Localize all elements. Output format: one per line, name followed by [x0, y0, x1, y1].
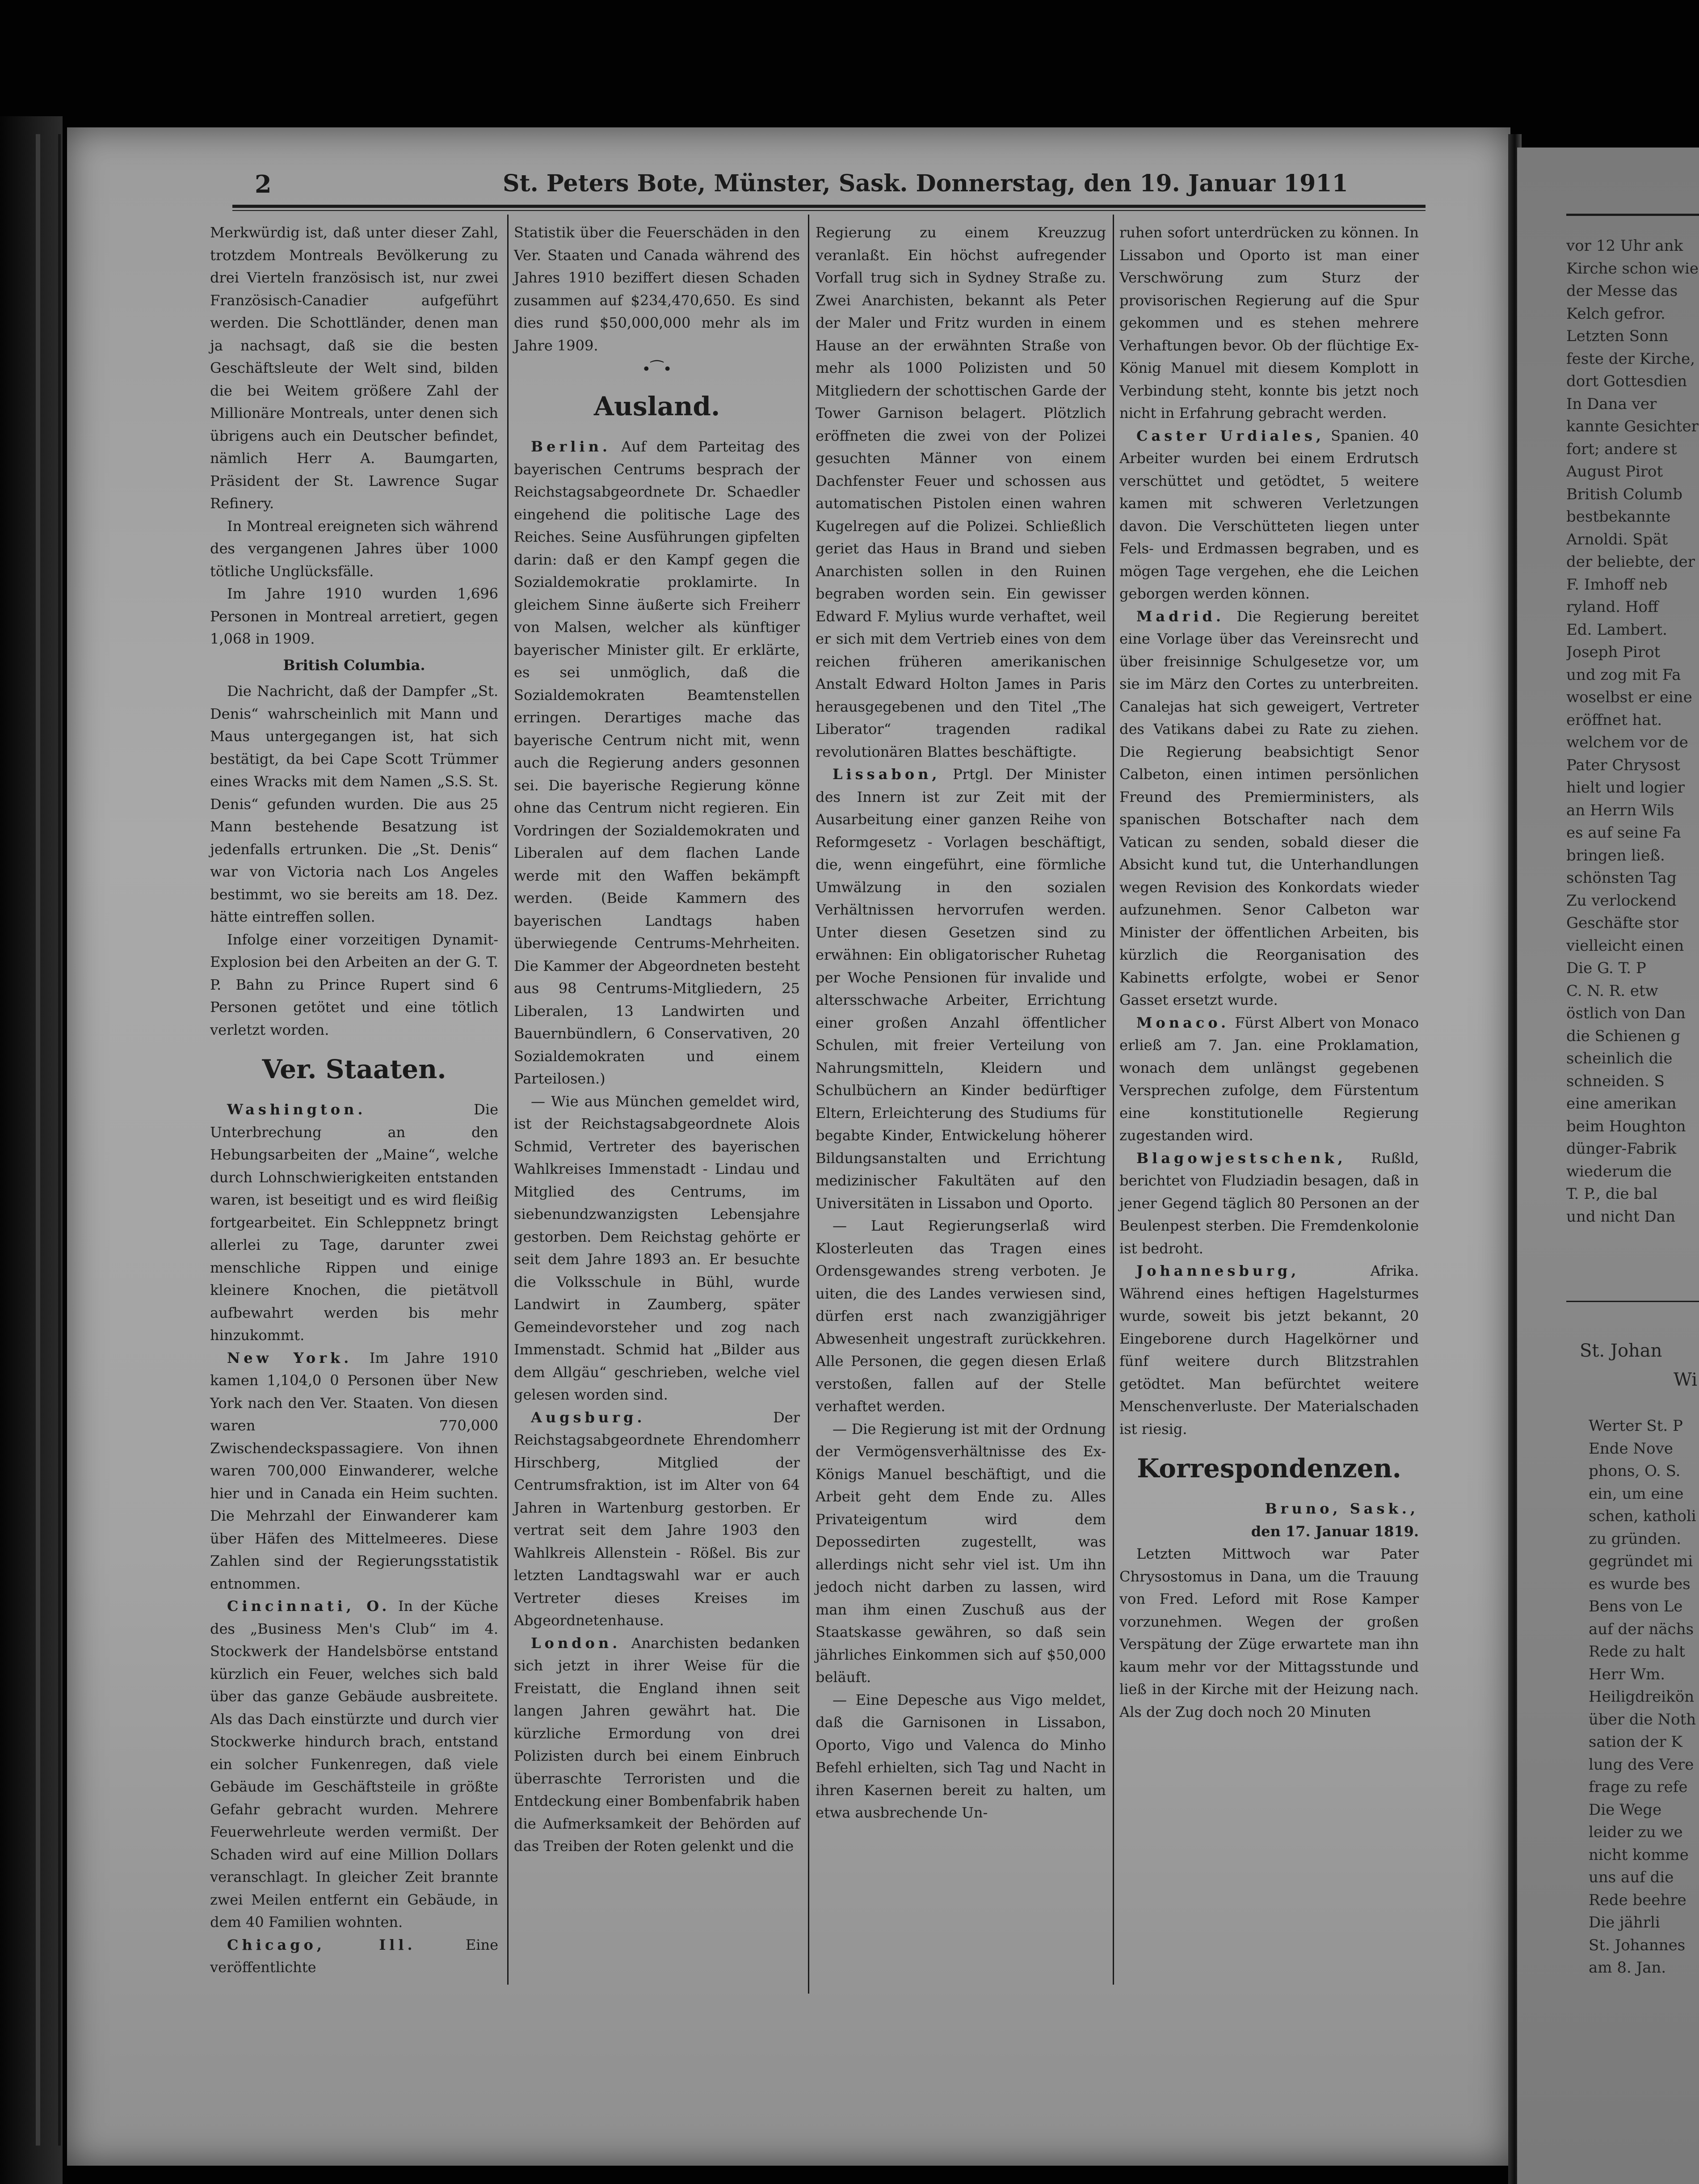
facing-page-a-line: F. Imhoff neb — [1566, 575, 1668, 594]
facing-page-a-line: und zog mit Fa — [1566, 666, 1681, 684]
masthead-title: St. Peters Bote, Münster, Sask. Donnerstag, den 19. Januar 1911 — [503, 170, 1348, 197]
facing-page-a-line: an Herrn Wils — [1566, 801, 1674, 819]
facing-page-a-line: Zu verlockend — [1566, 891, 1677, 910]
facing-page-a-line: Geschäfte stor — [1566, 914, 1678, 932]
facing-page-a-line: Joseph Pirot — [1566, 643, 1661, 661]
facing-page-a-line: British Columb — [1566, 485, 1683, 503]
dateline-cincinnati: Cincinnati, O. — [227, 1598, 391, 1615]
facing-page-b-line: Die jährli — [1589, 1914, 1660, 1931]
facing-page-a-line: der beliebte, der — [1566, 553, 1695, 571]
dateline-caster-urdiales: Caster Urdiales, — [1136, 427, 1325, 444]
section-heading-ausland: Ausland. — [593, 391, 720, 422]
facing-page-a-line: Pater Chrysost — [1566, 756, 1680, 774]
facing-page-b-line: Die Wege — [1589, 1800, 1662, 1819]
facing-page-a-line: welchem vor de — [1566, 734, 1688, 751]
dateline-madrid: Madrid. — [1136, 607, 1225, 625]
article-berlin — [514, 435, 800, 1090]
article-bruno: Letzten Mittwoch war Pater Chrysostomus in Dana, um die Trauung von Fred. Leford mit Rose Kamper vorzunehmen. Wegen der großen Verspätung der Züge erwartete man ihn kaum mehr vor der Mittagsstunde und ließ in der Kirche mit der Heizung nach. Als der Zug doch noch 20 Minuten — [1119, 1545, 1419, 1720]
facing-page-lines-a — [1566, 235, 1699, 1228]
facing-page-a-line: woselbst er eine — [1566, 688, 1692, 706]
dateline-augsburg: Augsburg. — [531, 1408, 646, 1426]
article-johannesburg-text: Afrika. Während eines heftigen Hagelsturmes wurde, soweit bis jetzt bekannt, 20 Eingeborene durch Hagelkörner und fünf weitere durch Blitzstrahlen getödtet. Man befürchtet weitere Menschenverluste. Der Materialschaden ist riesig. — [1119, 1262, 1419, 1438]
column-3 — [816, 221, 1106, 1824]
dateline-berlin: Berlin. — [531, 438, 611, 455]
facing-page-b-line: sation der K — [1589, 1733, 1682, 1751]
article-cincinnati — [210, 1595, 498, 1934]
facing-page-b-line: uns auf die — [1589, 1868, 1674, 1886]
facing-page-a-line: der Messe das — [1566, 282, 1678, 300]
article-caster-urdiales-text: Spanien. 40 Arbeiter wurden bei einem Erdrutsch verschüttet und getödtet, 5 weitere kamen mit schweren Verletzungen davon. Die Verschütteten liegen unter Fels- und Erdmassen begraben, und es mögen Tage vergehen, ehe die Leichen geborgen werden können. — [1119, 427, 1419, 602]
binding-edge — [36, 134, 61, 2146]
facing-page-a-line: Ed. Lambert. — [1566, 620, 1667, 639]
page-number: 2 — [255, 170, 272, 198]
article-chicago — [210, 1934, 498, 1979]
article-london — [514, 1632, 800, 1858]
facing-page-a-line: eröffnet hat. — [1566, 711, 1662, 729]
article-london-text: Anarchisten bedanken sich jetzt in ihrer Weise für die Freistatt, die England ihnen seit langen Jahren gewährt hat. Die kürzliche Ermordung von drei Polizisten durch bei einem Einbruch überraschte Terroristen und die Entdeckung einer Bombenfabrik haben die Aufmerksamkeit der Behörden auf das Treiben der Roten gelenkt und die — [514, 1634, 800, 1855]
facing-page-lines-b — [1589, 1415, 1699, 1979]
article-new-york-text: Im Jahre 1910 kamen 1,104,0 0 Personen über New York nach den Ver. Staaten. Von diesen waren 770,000 Zwischendeckspassagiere. Von ihnen waren 700,000 Einwanderer, welche hier und in Canada ein Heim suchten. Die Mehrzahl der Einwanderer kam über Häfen des Mittelmeeres. Diese Zahlen sind der Regierungsstatistik entnommen. — [210, 1349, 498, 1592]
article-cincinnati-text: In der Küche des „Business Men's Club“ im 4. Stockwerk der Handelsbörse entstand kürzlich ein Feuer, welches sich bald über das ganze Gebäude ausbreitete. Als das Dach einstürzte und durch vier Stockwerke hindurch brach, entstand ein solcher Funkenregen, daß viele Gebäude im Geschäftsteile in größte Gefahr gebracht wurden. Mehrere Feuerwehrleute werden vermißt. Der Schaden wird auf eine Million Dollars veranschlagt. In gleicher Zeit brannte zwei Meilen entfernt ein Gebäude, in dem 40 Familien wohnten. — [210, 1598, 499, 1931]
article-berlin-text: Auf dem Parteitag des bayerischen Centrums besprach der Reichstagsabgeordnete Dr. Schaedler eingehend die politische Lage des Reiches. Seine Ausführungen gipfelten darin: daß er den Kampf gegen die Sozialdemokratie proklamirte. In gleichem Sinne äußerte sich Freiherr von Malsen, welcher als künftiger bayerischer Minister gilt. Er erklärte, es sei unmöglich, daß die Sozialdemokraten Beamtenstellen erringen. Derartiges mache das bayerische Centrum nicht mit, wenn auch die Regierung anders gesonnen sei. Die bayerische Regierung könne ohne das Centrum nicht regieren. Ein Vordringen der Sozialdemokraten und Liberalen auf dem flachen Lande werde mit den Waffen bekämpft werden. (Beide Kammern des bayerischen Landtags haben überwiegende Centrums-Mehrheiten. Die Kammer der Abgeordneten besteht aus 98 Centrums-Mitgliedern, 25 Liberalen, 13 Landwirten und Bauernbündlern, 6 Conservativen, 20 Sozialdemokraten und einem Parteilosen.) — [514, 438, 800, 1087]
facing-page-b-line: leider zu we — [1589, 1823, 1683, 1841]
section-heading-ver-staaten: Ver. Staaten. — [262, 1054, 446, 1084]
facing-page-b-line: St. Johannes — [1589, 1936, 1686, 1954]
column-4 — [1119, 221, 1419, 1723]
article-vigo-continued: ruhen sofort unterdrücken zu können. In Lissabon und Oporto ist man einer Verschwörung zum Sturz der provisorischen Regierung auf die Spur gekommen und es stehen mehrere Verhaftungen bevor. Ob der flüchtige Ex-König Manuel mit diesem Komplott in Verbindung steht, konnte bis jetzt noch nicht in Erfahrung gebracht werden. — [1119, 224, 1419, 422]
dateline-new-york: New York. — [227, 1349, 353, 1366]
column-rule-3 — [1113, 215, 1114, 1985]
facing-page-a-line: Letzten Sonn — [1566, 327, 1669, 345]
facing-page-a-line: ryland. Hoff — [1566, 598, 1659, 616]
facing-page-a-line: hielt und logier — [1566, 779, 1685, 797]
facing-page-a-line: Kelch gefror. — [1566, 304, 1665, 323]
column-1 — [210, 221, 498, 1979]
article-augsburg-text: Der Reichstagsabgeordnete Ehrendomherr Hirschberg, Mitglied der Centrumsfraktion, ist im Alter von 64 Jahren in Wartenburg gestorben. Er vertrat seit dem Jahre 1903 den Wahlkreis Allenstein - Rößel. Bis zur letzten Landtagswahl war er auch Vertreter dieses Kreises im Abgeordnetenhause. — [514, 1408, 800, 1629]
section-heading-korrespondenzen: Korrespondenzen. — [1137, 1453, 1401, 1484]
facing-page-a-line: vielleicht einen — [1566, 936, 1684, 955]
facing-page-a-line: bestbekannte — [1566, 508, 1671, 526]
facing-page-a-line: T. P., die bal — [1566, 1185, 1658, 1203]
article-madrid — [1119, 605, 1419, 1012]
dateline-washington: Washington. — [227, 1101, 366, 1118]
dateline-lissabon: Lissabon, — [833, 766, 941, 783]
article-new-york — [210, 1347, 498, 1595]
article-montreal-arrests: Im Jahre 1910 wurden 1,696 Personen in Montreal arretiert, gegen 1,068 in 1909. — [210, 585, 498, 647]
article-washington-text: Die Unterbrechung an den Hebungsarbeiten der „Maine“, welche durch Lohnschwierigkeiten entstanden waren, ist beseitigt und es wird fleißig fortgearbeitet. Ein Schleppnetz bringt allerlei zu Tage, darunter zwei menschliche Rippen und einige kleinere Knochen, die pietätvoll aufbewahrt werden bis mehr hinzukommt. — [210, 1101, 498, 1344]
facing-page-b-line: Heiligdreikön — [1589, 1688, 1695, 1706]
article-washington — [210, 1098, 498, 1347]
article-st-denis: Die Nachricht, daß der Dampfer „St. Denis“ wahrscheinlich mit Mann und Maus untergegangen ist, hat sich bestätigt, da bei Cape Scott Trümmer eines Wracks mit dem Namen „S.S. St. Denis“ gefunden wurden. Die aus 25 Mann bestehende Besatzung ist jedenfalls ertrunken. Die „St. Denis“ war von Victoria nach Los Angeles bestimmt, wo sie bereits am 18. Dez. hätte eintreffen sollen. — [210, 683, 498, 925]
article-blagowjestschenk — [1119, 1147, 1419, 1260]
facing-page-a-line: August Pirot — [1566, 463, 1663, 481]
facing-page-a-line: schönsten Tag — [1566, 869, 1677, 887]
article-lissabon-orders: — Laut Regierungserlaß wird Klosterleuten das Tragen eines Ordensgewandes streng verboten. Je uiten, die des Landes verwiesen sind, dürfen erst nach zwanzigjähriger Abwesenheit ungestraft zurückkehren. Alle Personen, die gegen diesen Erlaß verstoßen, fallen auf der Stelle verhaftet werden. — [816, 1217, 1106, 1415]
column-rule-1 — [507, 215, 509, 1985]
facing-page-heading — [1580, 1337, 1699, 1399]
header-rule-thick — [232, 205, 1426, 208]
facing-page-b-line: nicht komme — [1589, 1846, 1689, 1864]
header-rule-thin — [232, 210, 1426, 211]
facing-page-divider — [1566, 1301, 1699, 1302]
facing-page-b-line: zu gründen. — [1589, 1530, 1682, 1548]
article-montreal-continued: Merkwürdig ist, daß unter dieser Zahl, trotzdem Montreals Bevölkerung zu drei Vierteln französisch ist, nur zwei Französisch-Canadier aufgeführt werden. Die Schottländer, denen man ja nachsagt, daß sie die besten Geschäftsleute der Welt sind, bilden die bei Weitem größere Zahl der Millionäre Montreals, unter denen sich übrigens auch ein Deutscher befindet, nämlich Herr A. Baumgarten, Präsident der St. Lawrence Sugar Refinery. — [210, 224, 498, 512]
facing-page-b-line: frage zu refe — [1589, 1778, 1688, 1796]
facing-page-b-line: es wurde bes — [1589, 1575, 1691, 1593]
facing-page-b-line: Werter St. P — [1589, 1417, 1683, 1435]
facing-page-b-line: schen, katholi — [1589, 1507, 1696, 1525]
facing-page-b-line: Rede beehre — [1589, 1891, 1686, 1909]
facing-page-b-line: Bens von Le — [1589, 1598, 1683, 1615]
dateline-london: London. — [531, 1634, 621, 1652]
facing-page-b-line: Herr Wm. — [1589, 1665, 1665, 1683]
facing-page-column-a — [1566, 235, 1699, 1406]
facing-page-b-line: gegründet mi — [1589, 1552, 1693, 1570]
facing-page-rule — [1566, 214, 1699, 216]
article-monaco-text: Fürst Albert von Monaco erließ am 7. Jan. eine Proklamation, wonach dem unlängst gegebenen Versprechen zufolge, dem Fürstentum eine konstitutionelle Regierung zugestanden wird. — [1119, 1014, 1419, 1144]
page-header — [181, 170, 1432, 206]
facing-page-b-line: am 8. Jan. — [1589, 1959, 1666, 1977]
facing-page-b-line: phons, O. S. — [1589, 1462, 1681, 1480]
article-madrid-text: Die Regierung bereitet eine Vorlage über das Vereinsrecht und über freisinnige Schulgesetze vor, um sie im März den Cortes zu unterbreiten. Canalejas hat sich geweigert, Vertreter des Vatikans dabei zu Rate zu ziehen. Die Regierung beabsichtigt Senor Calbeton, einen intimen persönlichen Freund des Premierministers, als spanischen Botschafter nach dem Vatican zu senden, sobald dieser die Absicht kund tut, die Unterhandlungen wegen Revision des Konkordats wieder aufzunehmen. Senor Calbeton war Minister der öffentlichen Arbeiten, bis kürzlich die Reorganisation des Kabinetts erfolgte, wobei er Senor Gasset ersetzt wurde. — [1119, 607, 1419, 1008]
facing-page-a-line: Kirche schon wie — [1566, 259, 1699, 278]
article-vigo: — Eine Depesche aus Vigo meldet, daß die Garnisonen in Lissabon, Oporto, Vigo und Valenca do Minho Befehl erhielten, sich Tag und Nacht in ihren Kasernen bereit zu halten, um etwa ausbrechende Un- — [816, 1691, 1106, 1821]
facing-page-a-line: fort; andere st — [1566, 440, 1677, 458]
dateline-monaco: Monaco. — [1136, 1014, 1230, 1031]
section-subheading-british-columbia: British Columbia. — [283, 656, 425, 674]
facing-page-a-line: und nicht Dan — [1566, 1207, 1675, 1226]
article-lissabon-manuel: — Die Regierung ist mit der Ordnung der Vermögensverhältnisse des Ex-Königs Manuel beschäftigt, und die Arbeit geht dem Ende zu. Alles Privateigentum wird dem Depossedirten zugestellt, was allerdings nicht sehr viel ist. Um ihn jedoch nicht darben zu lassen, wird man ihm einen Zuschuß aus der Staatskasse gewähren, so daß sein jährliches Einkommen sich auf $50,000 beläuft. — [816, 1420, 1106, 1686]
article-montreal-accidents: In Montreal ereigneten sich während des vergangenen Jahres über 1000 tötliche Unglücksfälle. — [210, 517, 498, 580]
facing-page-a-line: die Schienen g — [1566, 1027, 1681, 1045]
facing-page-a-line: scheinlich die — [1566, 1050, 1673, 1067]
facing-page-a-line: In Dana ver — [1566, 395, 1657, 413]
facing-page-a-line: dort Gottesdien — [1566, 372, 1687, 390]
article-london-continued: Regierung zu einem Kreuzzug veranlaßt. Ein höchst aufregender Vorfall trug sich in Sydney Straße zu. Zwei Anarchisten, bekannt als Peter der Maler und Fritz wurden in einem Hause an der erwähnten Straße von mehr als 1000 Polizisten und 50 Mitgliedern der schottischen Garde der Tower Garnison belagert. Plötzlich eröffneten die zwei von der Polizei gesuchten Männer von einem Dachfenster Feuer und schossen aus automatischen Pistolen einen wahren Kugelregen auf die Polizei. Schließlich geriet das Haus in Brand und sieben Anarchisten sollen in den Ruinen begraben worden sein. Ein gewisser Edward F. Mylius wurde verhaftet, weil er sich mit dem Vertrieb eines von dem reichen früheren amerikanischen Anstalt Edward Holton James in Paris herausgegebenen und den Titel „The Liberator“ tragenden radikal revolutionären Blattes beschäftigte. — [816, 224, 1106, 760]
facing-page-a-line: feste der Kirche, — [1566, 350, 1695, 368]
facing-page-b-line: über die Noth — [1589, 1710, 1696, 1729]
article-lissabon — [816, 763, 1106, 1214]
section-ornament: •⁀• — [642, 360, 672, 378]
dateline-bruno: Bruno, Sask., — [1265, 1500, 1419, 1517]
column-2 — [514, 221, 800, 1858]
dateline-chicago: Chicago, Ill. — [227, 1936, 416, 1953]
facing-page-a-line: beim Houghton — [1566, 1117, 1686, 1135]
facing-page-heading-2: Wi — [1674, 1370, 1698, 1390]
facing-page-a-line: Die G. T. P — [1566, 959, 1646, 977]
facing-page-b-line: Rede zu halt — [1589, 1643, 1685, 1661]
article-chicago-text: Eine veröffentlichte — [210, 1936, 498, 1976]
column-rule-2 — [808, 215, 809, 1994]
dateline-johannesburg: Johannesburg, — [1136, 1262, 1300, 1279]
article-monaco — [1119, 1012, 1419, 1147]
facing-page-b-line: ein, um eine — [1589, 1484, 1684, 1503]
facing-page-heading-1: St. Johan — [1580, 1341, 1662, 1361]
facing-page-a-line: östlich von Dan — [1566, 1004, 1686, 1022]
article-munich: — Wie aus München gemeldet wird, ist der Reichstagsabgeordnete Alois Schmid, Vertreter des bayerischen Wahlkreises Immenstadt - Lindau und Mitglied des Centrums, im siebenundzwanzigsten Lebensjahre gestorben. Dem Reichstag gehörte er seit dem Jahre 1893 an. Er besuchte die Volksschule in Bühl, wurde Landwirt in Zaumberg, später Gemeindevorsteher und zog nach Immenstadt. Schmid hat „Bilder aus dem Allgäu“ geschrieben, welche viel gelesen worden sind. — [514, 1092, 800, 1403]
article-augsburg — [514, 1406, 800, 1632]
article-dynamite: Infolge einer vorzeitigen Dynamit-Explosion bei den Arbeiten an der G. T. P. Bahn zu Prince Rupert sind 6 Personen getötet und eine tötlich verletzt worden. — [210, 931, 498, 1038]
facing-page-a-line: es auf seine Fa — [1566, 824, 1681, 842]
article-lissabon-text: Prtgl. Der Minister des Innern ist zur Zeit mit der Ausarbeitung einer ganzen Reihe von Reformgesetz - Vorlagen beschäftigt, die, wenn eingeführt, eine förmliche Umwälzung in den sozialen Verhältnissen hervorrufen werden. Unter diesen Gesetzen sind zu erwähnen: Ein obligatorischer Ruhetag per Woche Pensionen für invalide und altersschwache Arbeiter, Errichtung einer großen Anzahl öffentlicher Schulen, mit freier Verteilung von Nahrungsmitteln, Kleidern und Schulbüchern an Kinder bedürftiger Eltern, Erleichterung des Studiums für begabte Kinder, Entwickelung höherer Bildungsanstalten und Errichtung medizinischer Fakultäten auf den Universitäten in Lissabon und Oporto. — [816, 766, 1106, 1212]
facing-page-a-line: wiederum die — [1566, 1162, 1672, 1181]
facing-page-a-line: vor 12 Uhr ank — [1566, 237, 1683, 255]
article-blagowjestschenk-text: Rußld, berichtet von Fludziadin besagen, daß in jener Gegend täglich 80 Personen an der Beulenpest sterben. Die Fremdenkolonie ist bedroht. — [1119, 1149, 1419, 1257]
article-chicago-continued: Statistik über die Feuerschäden in den Ver. Staaten und Canada während des Jahres 1910 beziffert diesen Schaden zusammen auf $234,470,650. Es sind dies rund $50,000,000 mehr als im Jahre 1909. — [514, 224, 800, 354]
facing-page-a-line: Arnoldi. Spät — [1566, 530, 1668, 548]
facing-page-a-line: dünger-Fabrik — [1566, 1140, 1677, 1158]
facing-page-b-line: Ende Nove — [1589, 1439, 1673, 1458]
dateline-bruno-date: den 17. Januar 1819. — [1251, 1522, 1419, 1540]
facing-page-a-line: kannte Gesichter — [1566, 417, 1699, 435]
facing-page-b-line: lung des Vere — [1589, 1755, 1694, 1774]
facing-page-column-b — [1589, 1415, 1699, 2005]
article-johannesburg — [1119, 1260, 1419, 1440]
article-caster-urdiales — [1119, 425, 1419, 605]
dateline-blagowjestschenk: Blagowjestschenk, — [1136, 1149, 1346, 1167]
facing-page-a-line: schneiden. S — [1566, 1072, 1665, 1090]
facing-page-a-line: eine amerikan — [1566, 1095, 1677, 1113]
facing-page-b-line: auf der nächs — [1589, 1620, 1694, 1638]
facing-page-a-line: C. N. R. etw — [1566, 982, 1658, 1000]
facing-page-a-line: bringen ließ. — [1566, 846, 1665, 864]
